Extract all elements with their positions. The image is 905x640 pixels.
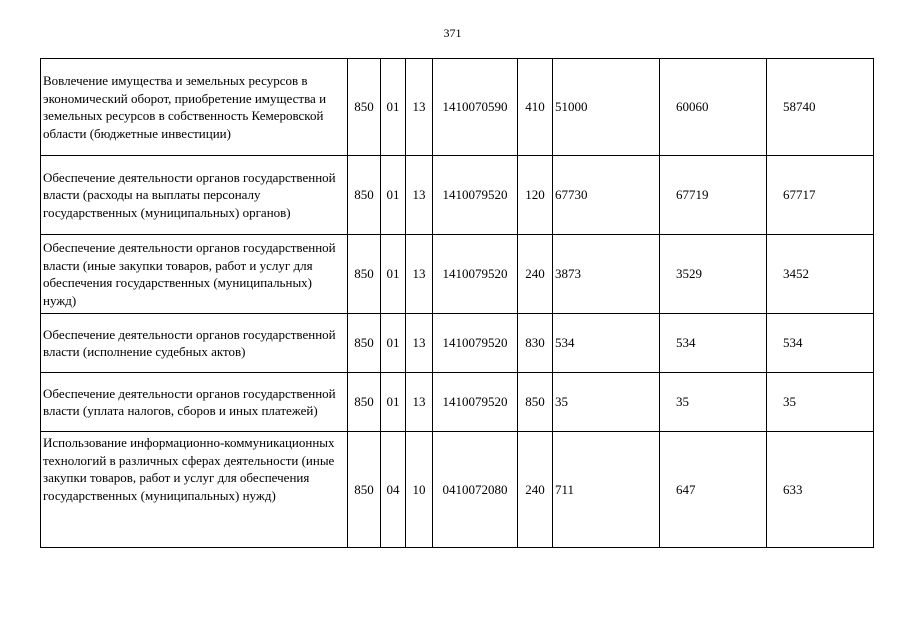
amount-year-1: 534 <box>553 314 660 373</box>
expense-type-code: 240 <box>518 432 553 548</box>
table-row <box>41 156 874 235</box>
target-article-code: 1410079520 <box>433 156 518 235</box>
amount-year-2: 534 <box>660 314 767 373</box>
amount-year-3: 35 <box>767 373 874 432</box>
amount-year-1: 35 <box>553 373 660 432</box>
amount-year-1: 3873 <box>553 235 660 314</box>
subsection-code: 13 <box>406 314 433 373</box>
subsection-code: 13 <box>406 373 433 432</box>
section-code: 01 <box>381 59 406 156</box>
target-article-code: 0410072080 <box>433 432 518 548</box>
section-code: 01 <box>381 235 406 314</box>
row-description: Обеспечение деятельности органов государственной власти (уплата налогов, сборов и иных платежей) <box>41 373 348 432</box>
subsection-code: 13 <box>406 156 433 235</box>
table-row <box>41 59 874 156</box>
amount-year-1: 51000 <box>553 59 660 156</box>
target-article-code: 1410079520 <box>433 373 518 432</box>
amount-year-1: 711 <box>553 432 660 548</box>
table-row <box>41 314 874 373</box>
subsection-code: 10 <box>406 432 433 548</box>
expense-type-code: 830 <box>518 314 553 373</box>
amount-year-2: 67719 <box>660 156 767 235</box>
ministry-code: 850 <box>348 156 381 235</box>
amount-year-3: 58740 <box>767 59 874 156</box>
section-code: 01 <box>381 373 406 432</box>
amount-year-2: 647 <box>660 432 767 548</box>
row-description: Обеспечение деятельности органов государственной власти (исполнение судебных актов) <box>41 314 348 373</box>
expense-type-code: 240 <box>518 235 553 314</box>
amount-year-3: 3452 <box>767 235 874 314</box>
ministry-code: 850 <box>348 373 381 432</box>
ministry-code: 850 <box>348 235 381 314</box>
row-description: Использование информационно-коммуникационных технологий в различных сферах деятельности (иные закупки товаров, работ и услуг для обеспечения государственных (муниципальных) нужд) <box>41 432 348 548</box>
table-row <box>41 432 874 548</box>
page-number: 371 <box>443 26 462 40</box>
amount-year-3: 534 <box>767 314 874 373</box>
expense-type-code: 410 <box>518 59 553 156</box>
ministry-code: 850 <box>348 432 381 548</box>
amount-year-2: 3529 <box>660 235 767 314</box>
target-article-code: 1410070590 <box>433 59 518 156</box>
amount-year-3: 67717 <box>767 156 874 235</box>
amount-year-2: 60060 <box>660 59 767 156</box>
expense-type-code: 120 <box>518 156 553 235</box>
row-description: Обеспечение деятельности органов государственной власти (иные закупки товаров, работ и услуг для обеспечения государственных (муниципальных) нужд) <box>41 235 348 314</box>
ministry-code: 850 <box>348 314 381 373</box>
expense-type-code: 850 <box>518 373 553 432</box>
ministry-code: 850 <box>348 59 381 156</box>
amount-year-1: 67730 <box>553 156 660 235</box>
section-code: 01 <box>381 156 406 235</box>
amount-year-2: 35 <box>660 373 767 432</box>
row-description: Обеспечение деятельности органов государственной власти (расходы на выплаты персоналу государственных (муниципальных) органов) <box>41 156 348 235</box>
section-code: 01 <box>381 314 406 373</box>
section-code: 04 <box>381 432 406 548</box>
table-row <box>41 373 874 432</box>
target-article-code: 1410079520 <box>433 235 518 314</box>
table-row <box>41 235 874 314</box>
amount-year-3: 633 <box>767 432 874 548</box>
row-description: Вовлечение имущества и земельных ресурсов в экономический оборот, приобретение имущества и земельных ресурсов в собственность Кемеровской области (бюджетные инвестиции) <box>41 59 348 156</box>
budget-table <box>40 58 874 548</box>
subsection-code: 13 <box>406 235 433 314</box>
target-article-code: 1410079520 <box>433 314 518 373</box>
subsection-code: 13 <box>406 59 433 156</box>
